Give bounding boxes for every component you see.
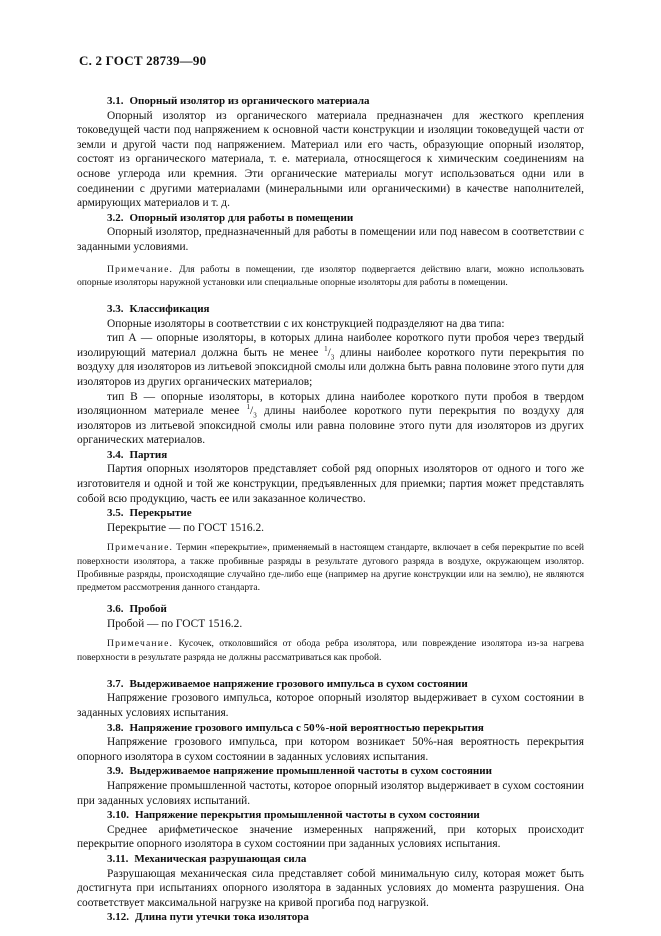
section-3-3-type-a: тип А — опорные изоляторы, в которых длина наиболее короткого пути пробоя через твердый изолирующий материал должна быть не менее $^1/_3$ длины наиболее короткого пути перекрытия по воздуху для изоляторов из литьевой эпоксидной смолы или должна быть равна половине этого пути для изоляторов из других органических материалов;	[77, 332, 584, 388]
document-body	[77, 94, 584, 925]
section-3-1-text: Опорный изолятор из органического материала предназначен для жесткого крепления токоведущей части под напряжением к основной части конструкции и изоляции токоведущей части от земли и другой части под напряжением. Материал или его часть, образующие опорный изолятор, состоят из органического материала, т. е. материала, относящегося к химическим соединениям на основе углерода или кремния. Эти органические материалы могут использоваться одни или в соединении с другими материалами (минеральными или органическими) в качестве наполнителей, армирующих материалов и т. д.	[77, 109, 584, 210]
note-label: Примечание.	[107, 638, 174, 650]
section-3-9-text: Напряжение промышленной частоты, которое опорный изолятор выдерживает в сухом состоянии при заданных условиях испытаний.	[77, 780, 584, 807]
section-3-6-note: Примечание. Кусочек, отколовшийся от обода ребра изолятора, или повреждение изолятора из-за нагрева поверхности в результате разряда не должны рассматриваться как пробой.	[77, 638, 584, 663]
section-3-6-heading: 3.6. Пробой	[107, 603, 167, 616]
running-head: С. 2 ГОСТ 28739—90	[79, 53, 207, 68]
section-3-5-text: Перекрытие — по ГОСТ 1516.2.	[107, 521, 265, 534]
section-3-6-text: Пробой — по ГОСТ 1516.2.	[107, 617, 243, 630]
section-3-11-heading: 3.11. Механическая разрушающая сила	[107, 852, 307, 865]
section-3-7-text: Напряжение грозового импульса, которое опорный изолятор выдерживает в сухом состоянии в заданных условиях испытания.	[77, 692, 584, 720]
section-3-2-heading: 3.2. Опорный изолятор для работы в помещении	[107, 211, 354, 224]
section-3-8-heading: 3.8. Напряжение грозового импульса с 50%-ной вероятностью перекрытия	[107, 721, 484, 734]
note-label: Примечание.	[107, 263, 174, 275]
section-3-7-heading: 3.7. Выдерживаемое напряжение грозового импульса в сухом состоянии	[107, 677, 468, 690]
section-3-1-heading: 3.1. Опорный изолятор из органического материала	[107, 95, 370, 107]
section-3-10-heading: 3.10. Напряжение перекрытия промышленной частоты в сухом состоянии	[107, 809, 480, 822]
note-label: Примечание.	[107, 542, 174, 554]
section-3-3-intro: Опорные изоляторы в соответствии с их конструкцией подразделяют на два типа:	[107, 317, 505, 330]
section-3-4-heading: 3.4. Партия	[107, 448, 168, 461]
section-3-11-text: Разрушающая механическая сила представляет собой минимальную силу, которая может быть достигнута при испытаниях опорного изолятора в заданных условиях до момента разрушения. Она соответствует максимальной нагрузке на кривой прогиба под нагрузкой.	[77, 867, 584, 909]
section-3-9-heading: 3.9. Выдерживаемое напряжение промышленной частоты в сухом состоянии	[107, 765, 492, 778]
section-3-3-type-b: тип В — опорные изоляторы, в которых длина наиболее короткого пути пробоя в твердом изоляционном материале менее $^1/_3$ длины наиболее короткого пути перекрытия по воздуху для изоляторов из литьевой эпоксидной смолы или равна половине этого пути для изоляторов из других органических материалов.	[77, 390, 585, 447]
section-3-4-text: Партия опорных изоляторов представляет собой ряд опорных изоляторов от одного и того же изготовителя и одной и той же конструкции, предъявленных для приемки; партия может представлять собой всю продукцию, часть ее или заказанное количество.	[77, 463, 584, 505]
section-3-10-text: Среднее арифметическое значение измеренных напряжений, при которых происходит перекрытие опорного изолятора в сухом состоянии при заданных условиях испытания.	[77, 823, 584, 851]
section-3-3-heading: 3.3. Классификация	[107, 302, 210, 315]
fraction-one-third: $^1/_3$	[324, 344, 335, 361]
section-3-12-heading: 3.12. Длина пути утечки тока изолятора	[107, 911, 309, 924]
section-3-8-text: Напряжение грозового импульса, при котором возникает 50%-ная вероятность перекрытия опорного изолятора в сухом состоянии в заданных условиях испытания.	[77, 736, 584, 763]
section-3-2-note: Примечание. Для работы в помещении, где изолятор подвергается действию влаги, можно использовать опорные изоляторы наружной установки или специальные опорные изоляторы для работы в помещении.	[77, 263, 584, 288]
fraction-one-third: $^1/_3$	[246, 403, 257, 420]
section-3-5-heading: 3.5. Перекрытие	[107, 507, 192, 520]
section-3-2-text: Опорный изолятор, предназначенный для работы в помещении или под навесом в соответствии с заданными условиями.	[77, 226, 584, 253]
section-3-5-note: Примечание. Термин «перекрытие», применяемый в настоящем стандарте, включает в себя перекрытие по всей поверхности изолятора, а также пробивные разряды в результате дугового разряда в воздухе, окружающем изолятор. Пробивные разряды, происходящие случайно где-либо еще (например на другие конструкции или на землю), не являются предметом рассмотрения данного стандарта.	[77, 542, 584, 594]
